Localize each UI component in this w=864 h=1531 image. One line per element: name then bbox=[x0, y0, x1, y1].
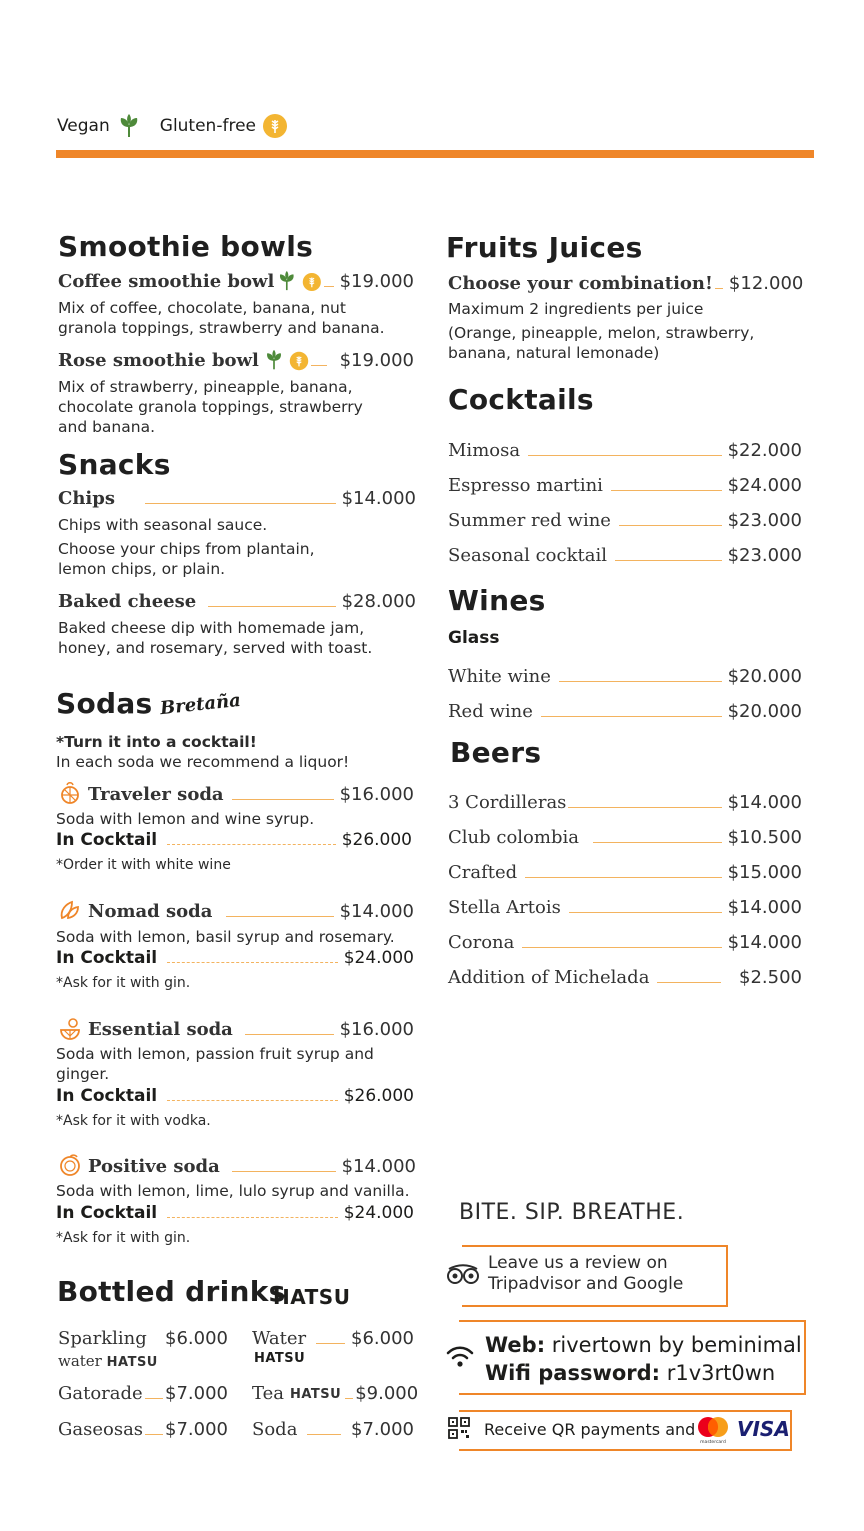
fruit-slice-icon bbox=[58, 1016, 82, 1040]
leaf-icon bbox=[276, 270, 298, 292]
in-cocktail-row: In Cocktail $24.000 bbox=[56, 1203, 414, 1223]
menu-item-baked-cheese bbox=[58, 591, 416, 612]
menu-item-positive-soda bbox=[58, 1153, 416, 1177]
mastercard-icon bbox=[696, 1415, 730, 1445]
item-price: $9.000 bbox=[355, 1383, 419, 1404]
menu-item-crafted: Crafted $15.000 bbox=[448, 862, 802, 883]
item-price: $12.000 bbox=[728, 273, 804, 294]
menu-item-juice-combination bbox=[448, 273, 802, 294]
menu-item-3-cordilleras: 3 Cordilleras $14.000 bbox=[448, 792, 802, 813]
cocktails-title: Cocktails bbox=[448, 383, 594, 416]
item-description: Soda with lemon, passion fruit syrup and ginger. bbox=[56, 1045, 374, 1083]
item-name: Traveler soda bbox=[88, 784, 224, 805]
item-price: $6.000 bbox=[165, 1328, 228, 1349]
cocktail-price: $26.000 bbox=[343, 1086, 414, 1106]
sodas-intro: *Turn it into a cocktail! In each soda we recommend a liquor! bbox=[56, 733, 350, 771]
wifi-password-text: r1v3rt0wn bbox=[666, 1361, 776, 1385]
menu-item-essential-soda bbox=[58, 1016, 414, 1040]
slogan: BITE. SIP. BREATHE. bbox=[459, 1200, 685, 1225]
item-name: Tea bbox=[252, 1383, 284, 1404]
wheat-badge-icon bbox=[302, 272, 322, 292]
item-name: Gaseosas bbox=[58, 1419, 144, 1440]
item-name: Essential soda bbox=[88, 1019, 233, 1040]
menu-item-water bbox=[252, 1328, 414, 1349]
item-price: $19.000 bbox=[339, 271, 414, 292]
menu-item-coffee-smoothie bbox=[58, 270, 414, 292]
smoothie-bowls-title: Smoothie bowls bbox=[58, 230, 314, 263]
item-name: Baked cheese bbox=[58, 591, 197, 612]
item-price: $14.000 bbox=[341, 1156, 416, 1177]
item-price: $19.000 bbox=[339, 350, 414, 371]
item-price: $14.000 bbox=[341, 488, 416, 509]
wheat-badge-icon bbox=[289, 351, 309, 371]
item-price: $6.000 bbox=[351, 1328, 414, 1349]
item-price: $16.000 bbox=[339, 784, 414, 805]
menu-item-michelada: Addition of Michelada $2.500 bbox=[448, 967, 802, 988]
cocktails-list bbox=[448, 426, 802, 566]
cocktail-price: $24.000 bbox=[343, 1203, 414, 1223]
leaf-icon bbox=[116, 113, 142, 139]
fruit-juices-title: Fruits Juices bbox=[446, 231, 643, 264]
menu-item-soda bbox=[252, 1419, 414, 1440]
menu-item-mimosa: Mimosa $22.000 bbox=[448, 440, 802, 461]
item-description: Mix of strawberry, pineapple, banana, chocolate granola toppings, strawberry and banana. bbox=[58, 378, 363, 436]
item-price: $7.000 bbox=[351, 1419, 414, 1440]
wines-subtitle: Glass bbox=[448, 628, 500, 648]
in-cocktail-row: In Cocktail $24.000 bbox=[56, 948, 414, 968]
menu-item-rose-smoothie bbox=[58, 349, 414, 371]
in-cocktail-row: In Cocktail $26.000 bbox=[56, 1086, 414, 1106]
snacks-title: Snacks bbox=[58, 448, 171, 481]
menu-item-chips bbox=[58, 488, 416, 509]
menu-item-traveler-soda bbox=[58, 781, 414, 805]
item-description: Chips with seasonal sauce. Choose your chips from plantain, lemon chips, or plain. bbox=[58, 516, 315, 578]
menu-item-gaseosas bbox=[58, 1419, 228, 1440]
cocktail-price: $24.000 bbox=[343, 948, 414, 968]
item-description: Mix of coffee, chocolate, banana, nut granola toppings, strawberry and banana. bbox=[58, 299, 385, 337]
bretana-logo: Bretaña bbox=[159, 689, 242, 720]
leaves-icon bbox=[58, 898, 82, 922]
legend-vegan-label: Vegan bbox=[57, 116, 110, 136]
item-description: Baked cheese dip with homemade jam, honey, and rosemary, served with toast. bbox=[58, 619, 373, 657]
item-description: Soda with lemon and wine syrup. bbox=[56, 810, 315, 828]
item-name: Soda bbox=[252, 1419, 298, 1440]
item-name: Sparkling bbox=[58, 1328, 147, 1349]
menu-item-stella-artois: Stella Artois $14.000 bbox=[448, 897, 802, 918]
menu-item-tea: Tea HATSU $9.000 bbox=[252, 1383, 419, 1404]
menu-item-red-wine: Red wine $20.000 bbox=[448, 701, 802, 722]
menu-item-club-colombia: Club colombia $10.500 bbox=[448, 827, 802, 848]
item-name: Rose smoothie bowl bbox=[58, 350, 259, 371]
item-description: Soda with lemon, lime, lulo syrup and vanilla. bbox=[56, 1182, 410, 1200]
lime-icon bbox=[58, 1153, 82, 1177]
item-name: Positive soda bbox=[88, 1156, 220, 1177]
sodas-title: Sodas bbox=[56, 687, 153, 720]
menu-item-espresso-martini: Espresso martini $24.000 bbox=[448, 475, 802, 496]
item-price: $7.000 bbox=[165, 1383, 228, 1404]
website-text[interactable]: rivertown by beminimal bbox=[551, 1333, 802, 1357]
item-name: Gatorade bbox=[58, 1383, 143, 1404]
header-divider bbox=[56, 150, 814, 158]
item-price: $7.000 bbox=[165, 1419, 228, 1440]
menu-item-gatorade bbox=[58, 1383, 228, 1404]
item-name: Choose your combination! bbox=[448, 273, 713, 294]
menu-item-corona: Corona $14.000 bbox=[448, 932, 802, 953]
bottled-drinks-title: Bottled drinks bbox=[57, 1275, 286, 1308]
web-wifi-box: Web: rivertown by beminimal Wifi password: r1v3rt0wn bbox=[459, 1320, 806, 1395]
visa-logo: VISA bbox=[737, 1417, 790, 1441]
soda-note: *Ask for it with vodka. bbox=[56, 1113, 211, 1129]
diet-legend bbox=[57, 113, 288, 139]
item-name: Coffee smoothie bowl bbox=[58, 271, 275, 292]
menu-item-summer-red-wine: Summer red wine $23.000 bbox=[448, 510, 802, 531]
item-description: Soda with lemon, basil syrup and rosemary. bbox=[56, 928, 395, 946]
beers-title: Beers bbox=[450, 736, 542, 769]
citrus-icon bbox=[58, 781, 82, 805]
item-name: Nomad soda bbox=[88, 901, 213, 922]
menu-item-sparkling-water bbox=[58, 1328, 228, 1349]
svg-text:mastercard: mastercard bbox=[700, 1440, 726, 1445]
soda-note: *Ask for it with gin. bbox=[56, 1230, 191, 1246]
review-box[interactable]: Leave us a review on Tripadvisor and Google bbox=[462, 1245, 728, 1307]
item-price: $28.000 bbox=[341, 591, 416, 612]
leaf-icon bbox=[263, 349, 285, 371]
item-name: Water bbox=[252, 1328, 307, 1349]
cocktail-price: $26.000 bbox=[341, 830, 412, 850]
menu-item-seasonal-cocktail: Seasonal cocktail $23.000 bbox=[448, 545, 802, 566]
wines-title: Wines bbox=[448, 584, 546, 617]
item-description: Maximum 2 ingredients per juice (Orange, pineapple, melon, strawberry, banana, natural lemonade) bbox=[448, 300, 755, 362]
legend-gluten-free-label: Gluten-free bbox=[159, 116, 256, 136]
soda-note: *Ask for it with gin. bbox=[56, 975, 191, 991]
wines-list bbox=[448, 652, 802, 722]
in-cocktail-row: In Cocktail $26.000 bbox=[56, 830, 412, 850]
item-name: Chips bbox=[58, 488, 115, 509]
wheat-badge-icon bbox=[262, 113, 288, 139]
soda-note: *Order it with white wine bbox=[56, 857, 231, 873]
menu-item-white-wine: White wine $20.000 bbox=[448, 666, 802, 687]
beers-list bbox=[448, 778, 802, 988]
item-price: $16.000 bbox=[339, 1019, 414, 1040]
hatsu-logo: HATSU bbox=[273, 1285, 351, 1309]
payments-box: Receive QR payments and mastercard VISA bbox=[459, 1410, 792, 1451]
item-price: $14.000 bbox=[339, 901, 414, 922]
menu-item-nomad-soda bbox=[58, 898, 414, 922]
